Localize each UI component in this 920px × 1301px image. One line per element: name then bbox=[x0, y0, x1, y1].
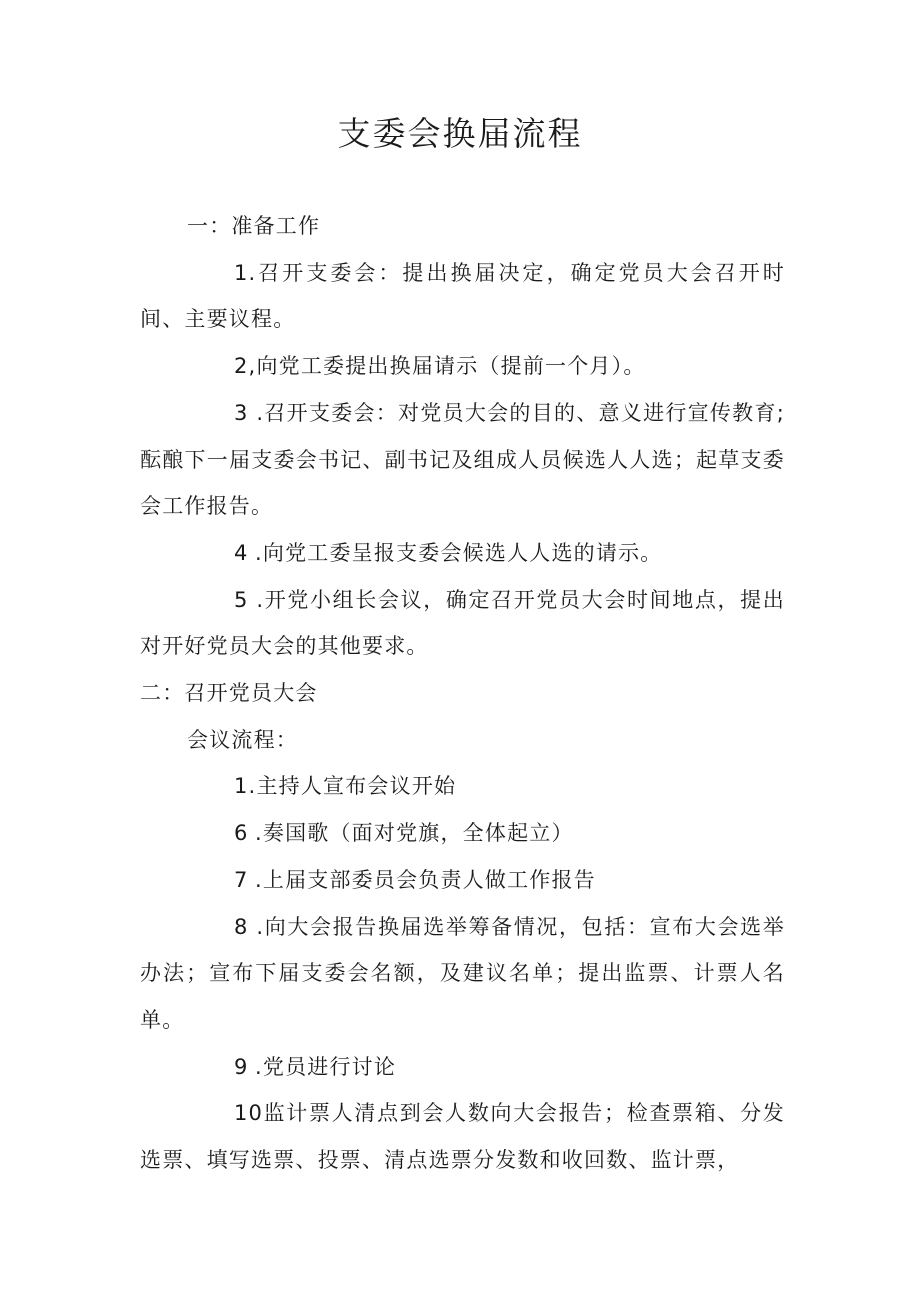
paragraph-number: 5 . bbox=[234, 587, 265, 612]
paragraph-text: 开党小组长会议，确定召开党员大会时间地点，提出对开好党员大会的其他要求。 bbox=[140, 587, 785, 659]
document-paragraph bbox=[140, 717, 785, 764]
paragraph-number: 10 bbox=[234, 1101, 264, 1126]
paragraph-number: 1. bbox=[234, 774, 257, 799]
paragraph-number: 9 bbox=[234, 1054, 249, 1079]
paragraph-text: 会议流程： bbox=[187, 727, 298, 752]
document-body bbox=[140, 203, 785, 1184]
paragraph-text: 主持人宣布会议开始 bbox=[256, 774, 457, 799]
document-paragraph bbox=[140, 390, 785, 530]
document-paragraph bbox=[140, 577, 785, 670]
document-paragraph bbox=[140, 763, 785, 810]
paragraph-text: 监计票人清点到会人数向大会报告；检查票箱、分发选票、填写选票、投票、清点选票分发数和收回数、监计票， bbox=[140, 1101, 785, 1173]
document-paragraph bbox=[140, 857, 785, 904]
paragraph-text: 召开支委会：提出换届决定，确定党员大会召开时间、主要议程。 bbox=[140, 260, 785, 332]
document-paragraph bbox=[140, 1090, 785, 1183]
document-paragraph bbox=[140, 1044, 785, 1091]
document-paragraph bbox=[140, 810, 785, 857]
document-paragraph bbox=[140, 250, 785, 343]
document-paragraph bbox=[140, 530, 785, 577]
paragraph-text: 向党工委提出换届请示（提前一个月）。 bbox=[256, 354, 646, 379]
paragraph-text: .上届支部委员会负责人做工作报告 bbox=[255, 867, 596, 892]
paragraph-number: 3 . bbox=[234, 400, 265, 425]
paragraph-number: 6 bbox=[234, 821, 249, 846]
document-paragraph bbox=[140, 203, 785, 250]
paragraph-text: 向大会报告换届选举筹备情况，包括：宣布大会选举办法；宣布下届支委会名额，及建议名单；提出监票、计票人名单。 bbox=[140, 914, 785, 1032]
paragraph-number: 1. bbox=[234, 260, 257, 285]
paragraph-number: 2, bbox=[234, 354, 257, 379]
paragraph-text: .党员进行讨论 bbox=[255, 1054, 397, 1079]
document-paragraph bbox=[140, 670, 785, 717]
paragraph-number: 4 bbox=[234, 540, 249, 565]
paragraph-text: .向党工委呈报支委会候选人人选的请示。 bbox=[255, 540, 663, 565]
paragraph-text: 召开支委会：对党员大会的目的、意义进行宣传教育;酝酿下一届支委会书记、副书记及组成人员候选人人选；起草支委会工作报告。 bbox=[140, 400, 785, 519]
paragraph-text: 一：准备工作 bbox=[187, 214, 321, 238]
paragraph-text: 二：召开党员大会 bbox=[140, 681, 318, 706]
paragraph-number: 7 bbox=[234, 867, 249, 892]
paragraph-text: .奏国歌（面对党旗，全体起立） bbox=[255, 821, 574, 846]
paragraph-number: 8 . bbox=[234, 914, 265, 939]
page-title: 支委会换届流程 bbox=[337, 114, 583, 153]
document-paragraph bbox=[140, 904, 785, 1044]
document-paragraph bbox=[140, 343, 785, 390]
